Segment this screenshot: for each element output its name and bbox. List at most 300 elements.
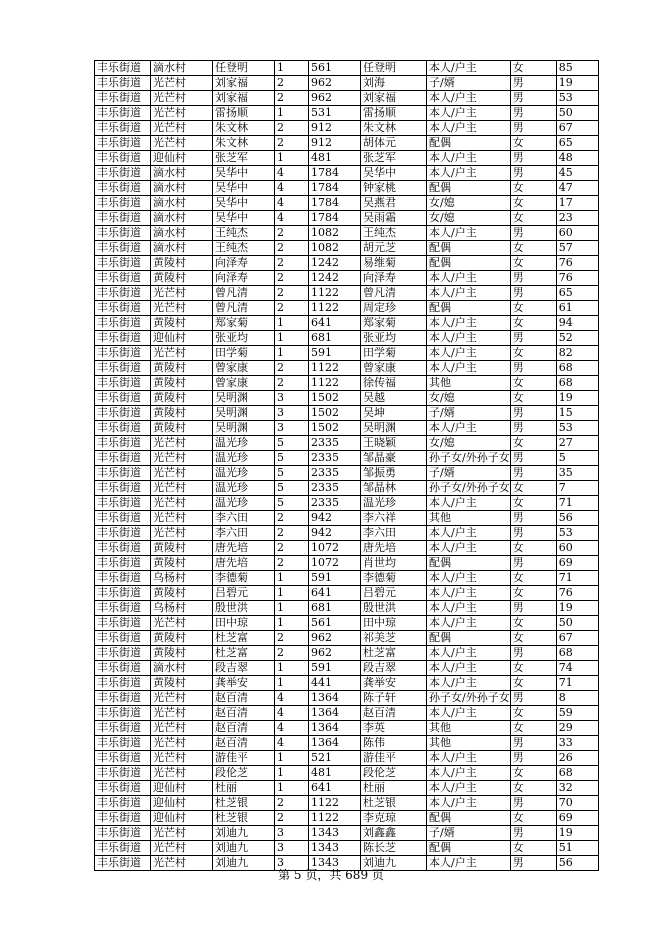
table-row — [95, 361, 599, 376]
cell-age: 51 — [556, 841, 598, 856]
table-row — [95, 421, 599, 436]
cell-household-size: 1 — [275, 61, 309, 76]
table-row — [95, 91, 599, 106]
cell-amount: 2335 — [309, 451, 361, 466]
cell-member-name: 王晓颖 — [361, 436, 427, 451]
cell-village: 迎仙村 — [151, 796, 213, 811]
cell-member-name: 李英 — [361, 721, 427, 736]
cell-household-size: 2 — [275, 121, 309, 136]
cell-amount: 1784 — [309, 181, 361, 196]
cell-age: 68 — [556, 646, 598, 661]
cell-gender: 女 — [510, 316, 556, 331]
cell-village: 光芒村 — [151, 76, 213, 91]
cell-relation: 孙子女/外孙子女 — [427, 691, 511, 706]
cell-householder: 雷扬顺 — [213, 106, 275, 121]
cell-household-size: 1 — [275, 586, 309, 601]
cell-gender: 男 — [510, 361, 556, 376]
cell-relation: 本人/户主 — [427, 781, 511, 796]
cell-gender: 女 — [510, 256, 556, 271]
cell-amount: 912 — [309, 136, 361, 151]
cell-amount: 681 — [309, 331, 361, 346]
cell-household-size: 1 — [275, 661, 309, 676]
cell-village: 光芒村 — [151, 136, 213, 151]
cell-village: 黄陵村 — [151, 361, 213, 376]
cell-amount: 1343 — [309, 841, 361, 856]
cell-age: 70 — [556, 796, 598, 811]
cell-gender: 女 — [510, 376, 556, 391]
table-row — [95, 301, 599, 316]
cell-relation: 配偶 — [427, 301, 511, 316]
cell-member-name: 李六祥 — [361, 511, 427, 526]
cell-relation: 孙子女/外孙子女 — [427, 481, 511, 496]
cell-amount: 1364 — [309, 691, 361, 706]
cell-street: 丰乐街道 — [95, 211, 151, 226]
cell-member-name: 吴坤 — [361, 406, 427, 421]
cell-householder: 赵百清 — [213, 691, 275, 706]
cell-gender: 男 — [510, 106, 556, 121]
cell-amount: 591 — [309, 571, 361, 586]
cell-member-name: 刘迪九 — [361, 856, 427, 871]
cell-age: 69 — [556, 556, 598, 571]
cell-household-size: 2 — [275, 526, 309, 541]
cell-household-size: 1 — [275, 781, 309, 796]
cell-relation: 本人/户主 — [427, 676, 511, 691]
cell-member-name: 吴越 — [361, 391, 427, 406]
table-row — [95, 136, 599, 151]
cell-street: 丰乐街道 — [95, 496, 151, 511]
cell-street: 丰乐街道 — [95, 676, 151, 691]
cell-village: 黄陵村 — [151, 676, 213, 691]
cell-amount: 1502 — [309, 421, 361, 436]
cell-street: 丰乐街道 — [95, 331, 151, 346]
table-row — [95, 166, 599, 181]
cell-relation: 本人/户主 — [427, 541, 511, 556]
table-row — [95, 256, 599, 271]
cell-household-size: 4 — [275, 706, 309, 721]
cell-member-name: 邹晶林 — [361, 481, 427, 496]
cell-age: 76 — [556, 256, 598, 271]
cell-amount: 1072 — [309, 556, 361, 571]
cell-street: 丰乐街道 — [95, 826, 151, 841]
cell-street: 丰乐街道 — [95, 91, 151, 106]
cell-street: 丰乐街道 — [95, 151, 151, 166]
table-row — [95, 721, 599, 736]
cell-gender: 男 — [510, 421, 556, 436]
cell-householder: 杜芝富 — [213, 646, 275, 661]
cell-relation: 本人/户主 — [427, 286, 511, 301]
cell-gender: 女 — [510, 496, 556, 511]
cell-member-name: 田中琼 — [361, 616, 427, 631]
cell-member-name: 胡体元 — [361, 136, 427, 151]
cell-village: 滴水村 — [151, 661, 213, 676]
cell-member-name: 吴华中 — [361, 166, 427, 181]
cell-gender: 男 — [510, 91, 556, 106]
table-row — [95, 271, 599, 286]
cell-gender: 女 — [510, 61, 556, 76]
cell-age: 82 — [556, 346, 598, 361]
cell-age: 53 — [556, 421, 598, 436]
cell-street: 丰乐街道 — [95, 316, 151, 331]
cell-street: 丰乐街道 — [95, 166, 151, 181]
cell-age: 74 — [556, 661, 598, 676]
cell-gender: 女 — [510, 571, 556, 586]
cell-household-size: 2 — [275, 631, 309, 646]
cell-household-size: 2 — [275, 286, 309, 301]
cell-street: 丰乐街道 — [95, 616, 151, 631]
cell-amount: 1122 — [309, 361, 361, 376]
cell-amount: 561 — [309, 616, 361, 631]
cell-amount: 441 — [309, 676, 361, 691]
cell-age: 50 — [556, 106, 598, 121]
table-row — [95, 121, 599, 136]
cell-household-size: 2 — [275, 811, 309, 826]
cell-household-size: 4 — [275, 211, 309, 226]
cell-village: 滴水村 — [151, 61, 213, 76]
cell-amount: 1343 — [309, 826, 361, 841]
cell-age: 76 — [556, 271, 598, 286]
cell-amount: 641 — [309, 586, 361, 601]
cell-age: 45 — [556, 166, 598, 181]
cell-member-name: 向泽寿 — [361, 271, 427, 286]
cell-household-size: 2 — [275, 76, 309, 91]
cell-amount: 2335 — [309, 466, 361, 481]
cell-householder: 张芝军 — [213, 151, 275, 166]
cell-amount: 1364 — [309, 736, 361, 751]
cell-street: 丰乐街道 — [95, 301, 151, 316]
cell-gender: 女 — [510, 346, 556, 361]
cell-member-name: 杜丽 — [361, 781, 427, 796]
cell-member-name: 陈长芝 — [361, 841, 427, 856]
cell-household-size: 1 — [275, 331, 309, 346]
cell-member-name: 邹振勇 — [361, 466, 427, 481]
cell-village: 乌杨村 — [151, 601, 213, 616]
table-row — [95, 106, 599, 121]
cell-gender: 女 — [510, 661, 556, 676]
cell-street: 丰乐街道 — [95, 196, 151, 211]
cell-village: 迎仙村 — [151, 811, 213, 826]
cell-amount: 1122 — [309, 286, 361, 301]
cell-householder: 李六田 — [213, 511, 275, 526]
cell-relation: 子/婿 — [427, 76, 511, 91]
table-row — [95, 406, 599, 421]
cell-age: 85 — [556, 61, 598, 76]
cell-household-size: 1 — [275, 676, 309, 691]
cell-gender: 男 — [510, 451, 556, 466]
cell-gender: 男 — [510, 601, 556, 616]
cell-member-name: 王纯杰 — [361, 226, 427, 241]
cell-street: 丰乐街道 — [95, 271, 151, 286]
cell-amount: 1122 — [309, 796, 361, 811]
table-row — [95, 646, 599, 661]
cell-amount: 561 — [309, 61, 361, 76]
cell-village: 光芒村 — [151, 346, 213, 361]
cell-amount: 1364 — [309, 721, 361, 736]
table-row — [95, 556, 599, 571]
cell-age: 29 — [556, 721, 598, 736]
cell-street: 丰乐街道 — [95, 376, 151, 391]
cell-household-size: 2 — [275, 226, 309, 241]
cell-amount: 1784 — [309, 211, 361, 226]
cell-age: 67 — [556, 121, 598, 136]
cell-household-size: 2 — [275, 556, 309, 571]
cell-gender: 女 — [510, 721, 556, 736]
table-row — [95, 211, 599, 226]
cell-householder: 吴明渊 — [213, 391, 275, 406]
cell-householder: 杜芝银 — [213, 811, 275, 826]
cell-member-name: 温光珍 — [361, 496, 427, 511]
table-row — [95, 706, 599, 721]
table-row — [95, 466, 599, 481]
cell-householder: 刘迪九 — [213, 856, 275, 871]
cell-householder: 赵百清 — [213, 721, 275, 736]
cell-member-name: 雷扬顺 — [361, 106, 427, 121]
cell-household-size: 4 — [275, 181, 309, 196]
cell-amount: 1502 — [309, 406, 361, 421]
cell-village: 光芒村 — [151, 451, 213, 466]
cell-gender: 男 — [510, 826, 556, 841]
cell-age: 32 — [556, 781, 598, 796]
cell-relation: 本人/户主 — [427, 616, 511, 631]
cell-village: 黄陵村 — [151, 586, 213, 601]
cell-relation: 本人/户主 — [427, 421, 511, 436]
cell-member-name: 唐先培 — [361, 541, 427, 556]
cell-village: 光芒村 — [151, 616, 213, 631]
cell-amount: 1122 — [309, 301, 361, 316]
cell-member-name: 刘家福 — [361, 91, 427, 106]
cell-village: 黄陵村 — [151, 631, 213, 646]
cell-street: 丰乐街道 — [95, 421, 151, 436]
cell-age: 52 — [556, 331, 598, 346]
cell-householder: 向泽寿 — [213, 271, 275, 286]
cell-village: 黄陵村 — [151, 406, 213, 421]
cell-gender: 男 — [510, 796, 556, 811]
cell-member-name: 祁美芝 — [361, 631, 427, 646]
cell-street: 丰乐街道 — [95, 106, 151, 121]
cell-relation: 本人/户主 — [427, 151, 511, 166]
cell-relation: 配偶 — [427, 241, 511, 256]
cell-village: 光芒村 — [151, 526, 213, 541]
cell-household-size: 1 — [275, 346, 309, 361]
cell-amount: 942 — [309, 511, 361, 526]
cell-member-name: 肖世均 — [361, 556, 427, 571]
cell-relation: 女/媳 — [427, 211, 511, 226]
cell-gender: 男 — [510, 226, 556, 241]
page-footer: 第 5 页，共 689 页 — [278, 868, 384, 882]
cell-gender: 女 — [510, 181, 556, 196]
cell-street: 丰乐街道 — [95, 361, 151, 376]
cell-relation: 子/婿 — [427, 826, 511, 841]
cell-relation: 孙子女/外孙子女 — [427, 451, 511, 466]
cell-household-size: 3 — [275, 841, 309, 856]
table-row — [95, 151, 599, 166]
cell-street: 丰乐街道 — [95, 751, 151, 766]
cell-village: 黄陵村 — [151, 541, 213, 556]
cell-member-name: 吕碧元 — [361, 586, 427, 601]
cell-household-size: 5 — [275, 481, 309, 496]
cell-age: 71 — [556, 676, 598, 691]
cell-amount: 531 — [309, 106, 361, 121]
cell-age: 15 — [556, 406, 598, 421]
cell-age: 60 — [556, 226, 598, 241]
cell-member-name: 段伦芝 — [361, 766, 427, 781]
cell-amount: 942 — [309, 526, 361, 541]
cell-age: 65 — [556, 136, 598, 151]
table-row — [95, 526, 599, 541]
cell-village: 黄陵村 — [151, 391, 213, 406]
cell-age: 56 — [556, 856, 598, 871]
cell-member-name: 李克琼 — [361, 811, 427, 826]
cell-street: 丰乐街道 — [95, 736, 151, 751]
cell-village: 滴水村 — [151, 196, 213, 211]
cell-member-name: 游佳平 — [361, 751, 427, 766]
cell-household-size: 5 — [275, 496, 309, 511]
cell-village: 黄陵村 — [151, 316, 213, 331]
cell-householder: 赵百清 — [213, 736, 275, 751]
cell-gender: 男 — [510, 76, 556, 91]
cell-village: 光芒村 — [151, 751, 213, 766]
cell-household-size: 5 — [275, 466, 309, 481]
cell-relation: 女/媳 — [427, 436, 511, 451]
cell-household-size: 1 — [275, 616, 309, 631]
cell-street: 丰乐街道 — [95, 406, 151, 421]
cell-village: 黄陵村 — [151, 256, 213, 271]
cell-age: 94 — [556, 316, 598, 331]
table-row — [95, 331, 599, 346]
cell-street: 丰乐街道 — [95, 721, 151, 736]
cell-village: 光芒村 — [151, 841, 213, 856]
cell-relation: 本人/户主 — [427, 121, 511, 136]
cell-village: 光芒村 — [151, 106, 213, 121]
cell-village: 滴水村 — [151, 226, 213, 241]
cell-village: 光芒村 — [151, 721, 213, 736]
cell-member-name: 李六田 — [361, 526, 427, 541]
cell-householder: 曾凡清 — [213, 301, 275, 316]
cell-householder: 李六田 — [213, 526, 275, 541]
cell-householder: 吴华中 — [213, 166, 275, 181]
table-row — [95, 226, 599, 241]
cell-village: 光芒村 — [151, 826, 213, 841]
cell-age: 50 — [556, 616, 598, 631]
cell-member-name: 赵百清 — [361, 706, 427, 721]
cell-village: 乌杨村 — [151, 571, 213, 586]
cell-gender: 男 — [510, 736, 556, 751]
cell-age: 19 — [556, 391, 598, 406]
cell-street: 丰乐街道 — [95, 706, 151, 721]
cell-gender: 男 — [510, 406, 556, 421]
cell-village: 光芒村 — [151, 706, 213, 721]
cell-amount: 2335 — [309, 436, 361, 451]
cell-householder: 朱文林 — [213, 121, 275, 136]
cell-householder: 郑家菊 — [213, 316, 275, 331]
cell-member-name: 钟家桃 — [361, 181, 427, 196]
cell-amount: 1072 — [309, 541, 361, 556]
cell-amount: 1122 — [309, 376, 361, 391]
cell-village: 光芒村 — [151, 511, 213, 526]
cell-householder: 吴明渊 — [213, 406, 275, 421]
table-row — [95, 76, 599, 91]
cell-householder: 田中琼 — [213, 616, 275, 631]
cell-relation: 本人/户主 — [427, 646, 511, 661]
cell-age: 53 — [556, 91, 598, 106]
cell-amount: 521 — [309, 751, 361, 766]
cell-street: 丰乐街道 — [95, 796, 151, 811]
cell-household-size: 5 — [275, 436, 309, 451]
cell-amount: 1242 — [309, 271, 361, 286]
cell-amount: 962 — [309, 646, 361, 661]
cell-gender: 男 — [510, 646, 556, 661]
cell-village: 光芒村 — [151, 766, 213, 781]
cell-member-name: 吴燕君 — [361, 196, 427, 211]
cell-householder: 王纯杰 — [213, 226, 275, 241]
cell-village: 迎仙村 — [151, 331, 213, 346]
cell-street: 丰乐街道 — [95, 436, 151, 451]
cell-member-name: 刘鑫鑫 — [361, 826, 427, 841]
cell-age: 26 — [556, 751, 598, 766]
cell-householder: 龚举安 — [213, 676, 275, 691]
cell-householder: 杜芝富 — [213, 631, 275, 646]
table-row — [95, 436, 599, 451]
cell-household-size: 1 — [275, 106, 309, 121]
table-row — [95, 691, 599, 706]
cell-relation: 本人/户主 — [427, 316, 511, 331]
cell-gender: 女 — [510, 136, 556, 151]
cell-village: 滴水村 — [151, 211, 213, 226]
cell-village: 光芒村 — [151, 466, 213, 481]
cell-age: 67 — [556, 631, 598, 646]
cell-age: 71 — [556, 571, 598, 586]
table-row — [95, 826, 599, 841]
cell-street: 丰乐街道 — [95, 391, 151, 406]
cell-relation: 配偶 — [427, 181, 511, 196]
cell-member-name: 殷世洪 — [361, 601, 427, 616]
cell-relation: 配偶 — [427, 256, 511, 271]
cell-age: 53 — [556, 526, 598, 541]
cell-householder: 向泽寿 — [213, 256, 275, 271]
cell-village: 滴水村 — [151, 181, 213, 196]
cell-householder: 温光珍 — [213, 496, 275, 511]
cell-age: 71 — [556, 496, 598, 511]
cell-member-name: 任登明 — [361, 61, 427, 76]
cell-amount: 1122 — [309, 811, 361, 826]
cell-member-name: 田学菊 — [361, 346, 427, 361]
cell-householder: 刘迪九 — [213, 841, 275, 856]
cell-street: 丰乐街道 — [95, 571, 151, 586]
cell-village: 迎仙村 — [151, 151, 213, 166]
cell-gender: 女 — [510, 196, 556, 211]
cell-relation: 本人/户主 — [427, 271, 511, 286]
cell-street: 丰乐街道 — [95, 451, 151, 466]
cell-member-name: 曾凡清 — [361, 286, 427, 301]
cell-village: 黄陵村 — [151, 376, 213, 391]
cell-member-name: 陈子轩 — [361, 691, 427, 706]
cell-relation: 本人/户主 — [427, 526, 511, 541]
cell-amount: 1502 — [309, 391, 361, 406]
cell-village: 光芒村 — [151, 286, 213, 301]
cell-age: 76 — [556, 586, 598, 601]
cell-village: 光芒村 — [151, 436, 213, 451]
cell-street: 丰乐街道 — [95, 136, 151, 151]
cell-household-size: 2 — [275, 241, 309, 256]
cell-relation: 配偶 — [427, 631, 511, 646]
cell-relation: 其他 — [427, 376, 511, 391]
cell-householder: 唐先培 — [213, 541, 275, 556]
cell-household-size: 3 — [275, 406, 309, 421]
cell-household-size: 3 — [275, 421, 309, 436]
cell-member-name: 张芝军 — [361, 151, 427, 166]
cell-member-name: 周定珍 — [361, 301, 427, 316]
cell-household-size: 2 — [275, 541, 309, 556]
cell-householder: 殷世洪 — [213, 601, 275, 616]
